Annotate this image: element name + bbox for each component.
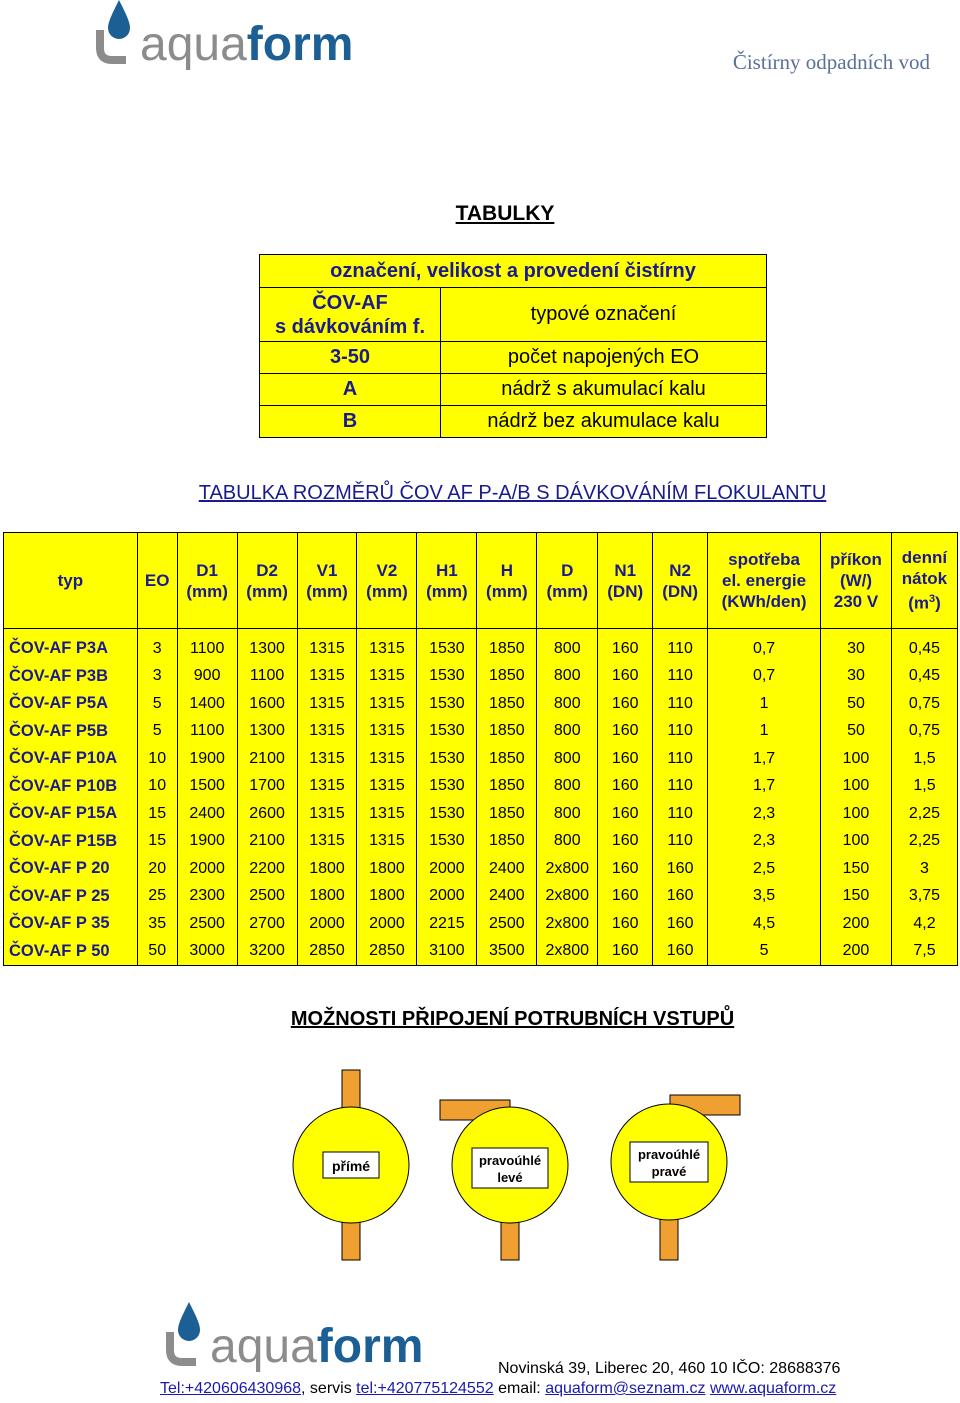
table-cell: 4,2 (891, 910, 957, 938)
row-type: ČOV-AF P 20 (4, 855, 138, 883)
col-d2: D2 (mm) (237, 533, 297, 629)
table-cell: 1 (708, 690, 821, 718)
table-cell: 2000 (357, 910, 417, 938)
table-cell: 160 (653, 910, 708, 938)
table-cell: 160 (598, 800, 653, 828)
legend-code: ČOV-AF s dávkováním f. (260, 288, 441, 342)
table-cell: 800 (537, 773, 598, 801)
label-prave-2: pravé (651, 1164, 687, 1179)
email-link[interactable]: aquaform@seznam.cz (545, 1380, 706, 1397)
legend-desc: počet napojených EO (441, 342, 767, 374)
table-cell: 150 (821, 883, 892, 911)
table-cell: 0,45 (891, 629, 957, 663)
table-cell: 1315 (357, 828, 417, 856)
table-cell: 1800 (357, 855, 417, 883)
row-type: ČOV-AF P5B (4, 718, 138, 746)
table-cell: 3500 (477, 938, 537, 966)
table-cell: 1530 (417, 773, 477, 801)
table-cell: 1315 (357, 718, 417, 746)
table-cell: 1300 (237, 718, 297, 746)
table-cell: 160 (598, 910, 653, 938)
table-cell: 160 (598, 938, 653, 966)
footer-address: Novinská 39, Liberec 20, 460 10 IČO: 28688376 (498, 1360, 841, 1377)
table-cell: 7,5 (891, 938, 957, 966)
table-cell: 1700 (237, 773, 297, 801)
legend-desc: nádrž s akumulací kalu (441, 374, 767, 406)
table-cell: 110 (653, 663, 708, 691)
table-cell: 1100 (177, 629, 237, 663)
table-cell: 25 (137, 883, 177, 911)
table-cell: 160 (598, 828, 653, 856)
table-cell: 2x800 (537, 855, 598, 883)
table-cell: 1800 (297, 883, 357, 911)
table-cell: 1500 (177, 773, 237, 801)
table-cell: 2850 (357, 938, 417, 966)
table-row (4, 745, 958, 773)
table-row (4, 855, 958, 883)
label-prave-1: pravoúhlé (637, 1147, 701, 1162)
table-cell: 160 (598, 629, 653, 663)
table-cell: 160 (653, 938, 708, 966)
col-n2: N2 (DN) (653, 533, 708, 629)
web-link[interactable]: www.aquaform.cz (709, 1380, 837, 1397)
table-cell: 1100 (177, 718, 237, 746)
table-cell: 200 (821, 938, 892, 966)
table-cell: 160 (598, 773, 653, 801)
table-cell: 2x800 (537, 938, 598, 966)
table-cell: 1900 (177, 745, 237, 773)
table-cell: 5 (137, 690, 177, 718)
table-cell: 110 (653, 800, 708, 828)
legend-code: 3-50 (260, 342, 441, 374)
table-cell: 2400 (477, 855, 537, 883)
legend-desc: nádrž bez akumulace kalu (441, 406, 767, 438)
col-d1: D1 (mm) (177, 533, 237, 629)
table-cell: 2x800 (537, 910, 598, 938)
dimensions-table (3, 532, 958, 966)
table-cell: 1850 (477, 800, 537, 828)
row-type: ČOV-AF P 35 (4, 910, 138, 938)
table-cell: 1315 (297, 663, 357, 691)
table-cell: 1,7 (708, 773, 821, 801)
table-cell: 2500 (177, 910, 237, 938)
table-cell: 2,3 (708, 828, 821, 856)
table-row (4, 883, 958, 911)
table-cell: 2000 (417, 855, 477, 883)
legend-code: B (260, 406, 441, 438)
table-cell: 15 (137, 828, 177, 856)
table-row (4, 718, 958, 746)
table-cell: 3 (891, 855, 957, 883)
table-cell: 1315 (297, 718, 357, 746)
table-cell: 1850 (477, 663, 537, 691)
connection-right (611, 1095, 740, 1260)
col-prikon: příkon (W/) 230 V (821, 533, 892, 629)
table-cell: 1100 (237, 663, 297, 691)
table-cell: 100 (821, 745, 892, 773)
footer-contacts: Tel:+420606430968, servis tel:+420775124552 email: aquaform@seznam.cz www.aquaform.cz (160, 1380, 837, 1397)
legend-table (259, 254, 767, 438)
table-cell: 3,5 (708, 883, 821, 911)
connection-straight (293, 1070, 409, 1260)
table-cell: 50 (137, 938, 177, 966)
table-cell: 0,7 (708, 629, 821, 663)
table-row (4, 800, 958, 828)
table-cell: 2100 (237, 745, 297, 773)
table-cell: 1530 (417, 745, 477, 773)
table-cell: 1300 (237, 629, 297, 663)
table-row (4, 773, 958, 801)
col-v2: V2 (mm) (357, 533, 417, 629)
table-cell: 3100 (417, 938, 477, 966)
table-cell: 110 (653, 718, 708, 746)
table-cell: 900 (177, 663, 237, 691)
row-type: ČOV-AF P3A (4, 629, 138, 663)
col-v1: V1 (mm) (297, 533, 357, 629)
table-cell: 3000 (177, 938, 237, 966)
table-cell: 1,5 (891, 745, 957, 773)
table-cell: 2,25 (891, 828, 957, 856)
tel-link[interactable]: Tel:+420606430968 (160, 1380, 302, 1397)
table-cell: 1800 (357, 883, 417, 911)
legend-title: označení, velikost a provedení čistírny (260, 255, 767, 288)
table-cell: 10 (137, 745, 177, 773)
table-cell: 100 (821, 800, 892, 828)
col-n1: N1 (DN) (598, 533, 653, 629)
table-cell: 2100 (237, 828, 297, 856)
table-cell: 1400 (177, 690, 237, 718)
table-cell: 2,3 (708, 800, 821, 828)
table-row (4, 910, 958, 938)
table-cell: 50 (821, 718, 892, 746)
table-cell: 0,45 (891, 663, 957, 691)
table-cell: 3200 (237, 938, 297, 966)
table-cell: 0,7 (708, 663, 821, 691)
table-cell: 160 (653, 883, 708, 911)
logo-text: aquaform (140, 18, 354, 71)
table-cell: 800 (537, 828, 598, 856)
table-cell: 2000 (417, 883, 477, 911)
row-type: ČOV-AF P10B (4, 773, 138, 801)
table-cell: 2x800 (537, 883, 598, 911)
table-cell: 1315 (297, 828, 357, 856)
table-cell: 10 (137, 773, 177, 801)
row-type: ČOV-AF P 50 (4, 938, 138, 966)
label-leve-2: levé (497, 1170, 523, 1185)
table-cell: 2300 (177, 883, 237, 911)
table-cell: 1,5 (891, 773, 957, 801)
table-cell: 3,75 (891, 883, 957, 911)
table-cell: 1530 (417, 663, 477, 691)
col-eo: EO (137, 533, 177, 629)
table-cell: 1800 (297, 855, 357, 883)
table-cell: 1315 (357, 629, 417, 663)
row-type: ČOV-AF P10A (4, 745, 138, 773)
table-cell: 800 (537, 690, 598, 718)
table-cell: 1315 (357, 663, 417, 691)
table-cell: 160 (598, 718, 653, 746)
table-cell: 110 (653, 828, 708, 856)
table-cell: 2,5 (708, 855, 821, 883)
table-cell: 800 (537, 745, 598, 773)
table-cell: 2500 (477, 910, 537, 938)
water-drop-icon (108, 0, 130, 39)
table-cell: 2700 (237, 910, 297, 938)
table-cell: 15 (137, 800, 177, 828)
table-cell: 800 (537, 718, 598, 746)
legend-code: A (260, 374, 441, 406)
table-cell: 2600 (237, 800, 297, 828)
table-cell: 1850 (477, 773, 537, 801)
table-cell: 1315 (297, 690, 357, 718)
page-heading: TABULKY (455, 202, 555, 225)
connections-title: MOŽNOSTI PŘIPOJENÍ POTRUBNÍCH VSTUPŮ (290, 1008, 735, 1030)
servis-tel-link[interactable]: tel:+420775124552 (356, 1380, 494, 1397)
table-cell: 1850 (477, 690, 537, 718)
table-cell: 160 (653, 855, 708, 883)
table-cell: 30 (821, 663, 892, 691)
table-cell: 1315 (297, 800, 357, 828)
table-cell: 800 (537, 663, 598, 691)
table-cell: 20 (137, 855, 177, 883)
table-cell: 110 (653, 690, 708, 718)
table-cell: 2400 (177, 800, 237, 828)
table-cell: 1315 (357, 745, 417, 773)
table-row (4, 663, 958, 691)
legend-desc: typové označení (441, 288, 767, 342)
table-row (4, 938, 958, 966)
col-typ: typ (4, 533, 138, 629)
table-cell: 1850 (477, 745, 537, 773)
table-cell: 160 (598, 663, 653, 691)
col-d: D (mm) (537, 533, 598, 629)
table-cell: 1315 (297, 629, 357, 663)
table-cell: 100 (821, 828, 892, 856)
aquaform-logo-footer (162, 1302, 424, 1382)
connection-left (440, 1100, 568, 1260)
table-cell: 2215 (417, 910, 477, 938)
row-type: ČOV-AF P 25 (4, 883, 138, 911)
row-type: ČOV-AF P5A (4, 690, 138, 718)
table-row (4, 828, 958, 856)
table-cell: 1530 (417, 718, 477, 746)
table-cell: 2000 (177, 855, 237, 883)
col-h1: H1 (mm) (417, 533, 477, 629)
page-subtitle: Čistírny odpadních vod (732, 50, 930, 74)
table-cell: 1,7 (708, 745, 821, 773)
table-cell: 2500 (237, 883, 297, 911)
table-cell: 1 (708, 718, 821, 746)
table-cell: 800 (537, 800, 598, 828)
table-cell: 30 (821, 629, 892, 663)
col-natok: denní nátok $(m^3)$ (891, 533, 957, 629)
label-prime: přímé (331, 1158, 371, 1174)
table-cell: 1530 (417, 629, 477, 663)
table-cell: 150 (821, 855, 892, 883)
table-cell: 2400 (477, 883, 537, 911)
table-cell: 800 (537, 629, 598, 663)
table-cell: 2,25 (891, 800, 957, 828)
col-h: H (mm) (477, 533, 537, 629)
table-cell: 1600 (237, 690, 297, 718)
connections-diagram (280, 1070, 740, 1260)
table-cell: 110 (653, 745, 708, 773)
table-cell: 1315 (357, 773, 417, 801)
table-cell: 200 (821, 910, 892, 938)
row-type: ČOV-AF P15B (4, 828, 138, 856)
table-cell: 35 (137, 910, 177, 938)
table-cell: 1315 (357, 800, 417, 828)
table-cell: 1315 (357, 690, 417, 718)
table-cell: 110 (653, 773, 708, 801)
table-cell: 110 (653, 629, 708, 663)
row-type: ČOV-AF P15A (4, 800, 138, 828)
table-cell: 2200 (237, 855, 297, 883)
table-cell: 1315 (297, 773, 357, 801)
dimensions-title: TABULKA ROZMĚRŮ ČOV AF P-A/B S DÁVKOVÁNÍM FLOKULANTU (198, 482, 827, 504)
table-cell: 1850 (477, 629, 537, 663)
col-spotreba: spotřeba el. energie (KWh/den) (708, 533, 821, 629)
table-cell: 1530 (417, 800, 477, 828)
table-cell: 5 (137, 718, 177, 746)
table-cell: 0,75 (891, 718, 957, 746)
table-cell: 100 (821, 773, 892, 801)
table-cell: 1530 (417, 690, 477, 718)
logo-text: aquaform (210, 1320, 424, 1373)
water-drop-icon (178, 1302, 200, 1341)
table-cell: 160 (598, 690, 653, 718)
table-row (4, 629, 958, 663)
table-cell: 3 (137, 629, 177, 663)
table-cell: 50 (821, 690, 892, 718)
table-cell: 1315 (297, 745, 357, 773)
table-cell: 4,5 (708, 910, 821, 938)
label-leve-1: pravoúhlé (478, 1153, 542, 1168)
table-cell: 5 (708, 938, 821, 966)
table-cell: 1850 (477, 828, 537, 856)
table-cell: 2000 (297, 910, 357, 938)
table-cell: 1530 (417, 828, 477, 856)
table-cell: 2850 (297, 938, 357, 966)
table-cell: 1900 (177, 828, 237, 856)
table-cell: 0,75 (891, 690, 957, 718)
table-row (4, 690, 958, 718)
table-cell: 160 (598, 855, 653, 883)
table-cell: 1850 (477, 718, 537, 746)
table-cell: 160 (598, 883, 653, 911)
table-cell: 160 (598, 745, 653, 773)
row-type: ČOV-AF P3B (4, 663, 138, 691)
table-cell: 3 (137, 663, 177, 691)
aquaform-logo (92, 0, 354, 80)
